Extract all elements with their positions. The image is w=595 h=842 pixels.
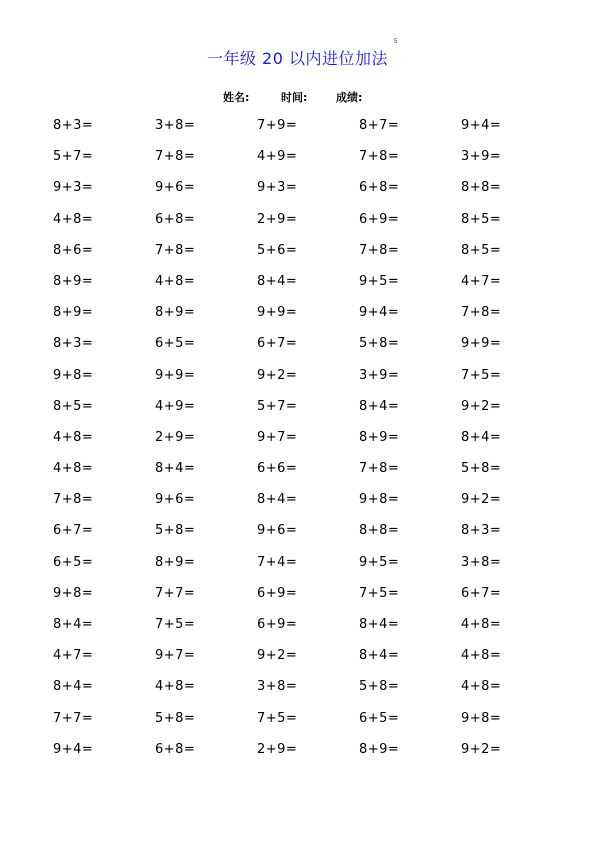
problem-cell: 6+8= — [155, 741, 196, 757]
problem-cell: 9+5= — [359, 273, 400, 289]
problem-cell: 3+9= — [359, 367, 400, 383]
problem-cell: 9+8= — [359, 492, 400, 508]
problem-cell: 4+8= — [53, 461, 94, 477]
problem-cell: 9+5= — [359, 554, 400, 570]
problem-cell: 4+8= — [461, 648, 502, 664]
problem-cell: 8+5= — [53, 398, 94, 414]
problem-cell: 8+4= — [53, 679, 94, 695]
problem-cell: 7+8= — [461, 305, 502, 321]
problem-cell: 9+3= — [53, 180, 94, 196]
problem-cell: 5+8= — [461, 461, 502, 477]
problem-cell: 9+2= — [461, 492, 502, 508]
problem-cell: 4+7= — [53, 648, 94, 664]
problem-cell: 8+5= — [461, 242, 502, 258]
problem-cell: 5+6= — [257, 242, 298, 258]
problem-cell: 7+5= — [359, 585, 400, 601]
problem-cell: 8+9= — [155, 305, 196, 321]
problem-cell: 7+8= — [359, 242, 400, 258]
problem-cell: 7+7= — [155, 585, 196, 601]
name-label: 姓名: — [223, 91, 250, 104]
problem-cell: 8+9= — [53, 273, 94, 289]
problem-cell: 6+8= — [359, 180, 400, 196]
problem-cell: 5+8= — [155, 523, 196, 539]
problem-cell: 3+8= — [461, 554, 502, 570]
problem-cell: 2+9= — [155, 429, 196, 445]
problem-cell: 5+7= — [257, 398, 298, 414]
problem-cell: 8+4= — [359, 617, 400, 632]
problem-cell: 8+4= — [53, 617, 94, 632]
problem-cell: 2+9= — [257, 211, 298, 227]
worksheet-title-text: 一年级 20 以内进位加法 — [206, 49, 389, 68]
problem-cell: 9+2= — [461, 741, 502, 757]
problem-cell: 6+7= — [257, 336, 298, 352]
problem-cell: 6+6= — [257, 461, 298, 477]
problem-cell: 8+9= — [359, 429, 400, 445]
problem-cell: 2+9= — [257, 741, 298, 757]
problem-cell: 9+3= — [257, 180, 298, 196]
problem-cell: 8+7= — [359, 118, 400, 133]
problem-cell: 8+8= — [461, 180, 502, 196]
problem-cell: 6+9= — [359, 211, 400, 227]
problem-cell: 7+9= — [257, 118, 298, 133]
problem-cell: 9+8= — [461, 710, 502, 726]
problem-cell: 4+8= — [53, 211, 94, 227]
page-number: 5 — [393, 38, 399, 45]
title-area — [0, 38, 595, 69]
problem-cell: 7+5= — [461, 367, 502, 383]
score-label: 成绩: — [336, 91, 363, 104]
problem-cell: 9+2= — [461, 398, 502, 414]
problem-cell: 8+9= — [155, 554, 196, 570]
problem-cell: 5+7= — [53, 149, 94, 165]
problem-cell: 4+9= — [155, 398, 196, 414]
problem-cell: 7+7= — [53, 710, 94, 726]
problem-cell: 8+5= — [461, 211, 502, 227]
problem-cell: 7+8= — [359, 461, 400, 477]
problem-cell: 9+6= — [155, 492, 196, 508]
problem-cell: 5+8= — [155, 710, 196, 726]
problem-cell: 4+8= — [155, 273, 196, 289]
problem-cell: 6+9= — [257, 617, 298, 632]
problem-cell: 3+8= — [257, 679, 298, 695]
problem-cell: 4+8= — [461, 617, 502, 632]
problem-cell: 8+4= — [155, 461, 196, 477]
problem-cell: 6+5= — [155, 336, 196, 352]
problem-cell: 8+3= — [53, 336, 94, 352]
time-label: 时间: — [281, 91, 308, 104]
problem-cell: 9+6= — [155, 180, 196, 196]
problem-cell: 6+9= — [257, 585, 298, 601]
problem-cell: 9+8= — [53, 585, 94, 601]
problem-cell: 6+8= — [155, 211, 196, 227]
problem-cell: 8+9= — [359, 741, 400, 757]
problem-cell: 6+7= — [53, 523, 94, 539]
problem-cell: 9+8= — [53, 367, 94, 383]
problem-cell: 9+7= — [155, 648, 196, 664]
problem-cell: 8+4= — [257, 273, 298, 289]
problem-cell: 4+8= — [53, 429, 94, 445]
problem-cell: 8+4= — [359, 398, 400, 414]
problem-cell: 7+8= — [155, 149, 196, 165]
problem-cell: 8+3= — [53, 118, 94, 133]
problem-cell: 7+4= — [257, 554, 298, 570]
problem-cell: 9+7= — [257, 429, 298, 445]
problem-cell: 3+8= — [155, 118, 196, 133]
problem-cell: 6+5= — [359, 710, 400, 726]
problem-cell: 9+4= — [461, 118, 502, 133]
problem-cell: 3+9= — [461, 149, 502, 165]
problem-cell: 8+3= — [461, 523, 502, 539]
problem-cell: 9+6= — [257, 523, 298, 539]
problem-cell: 7+5= — [257, 710, 298, 726]
problem-cell: 7+8= — [359, 149, 400, 165]
problem-cell: 8+4= — [461, 429, 502, 445]
problem-cell: 4+8= — [461, 679, 502, 695]
problem-cell: 8+8= — [359, 523, 400, 539]
problem-cell: 9+9= — [257, 305, 298, 321]
problem-cell: 6+7= — [461, 585, 502, 601]
problem-cell: 9+2= — [257, 648, 298, 664]
problem-cell: 4+9= — [257, 149, 298, 165]
problem-cell: 5+8= — [359, 336, 400, 352]
problem-cell: 9+4= — [359, 305, 400, 321]
problem-cell: 9+9= — [155, 367, 196, 383]
problem-cell: 8+9= — [53, 305, 94, 321]
problem-cell: 8+6= — [53, 242, 94, 258]
problem-cell: 9+2= — [257, 367, 298, 383]
problem-cell: 9+9= — [461, 336, 502, 352]
problem-cell: 9+4= — [53, 741, 94, 757]
problem-cell: 8+4= — [359, 648, 400, 664]
problem-cell: 4+8= — [155, 679, 196, 695]
problem-cell: 4+7= — [461, 273, 502, 289]
problem-cell: 6+5= — [53, 554, 94, 570]
problem-cell: 7+5= — [155, 617, 196, 632]
problem-cell: 8+4= — [257, 492, 298, 508]
worksheet-title — [206, 38, 399, 69]
problem-cell: 5+8= — [359, 679, 400, 695]
student-info-row — [223, 89, 362, 105]
problem-cell: 7+8= — [155, 242, 196, 258]
problem-grid — [53, 115, 563, 770]
problem-cell: 7+8= — [53, 492, 94, 508]
